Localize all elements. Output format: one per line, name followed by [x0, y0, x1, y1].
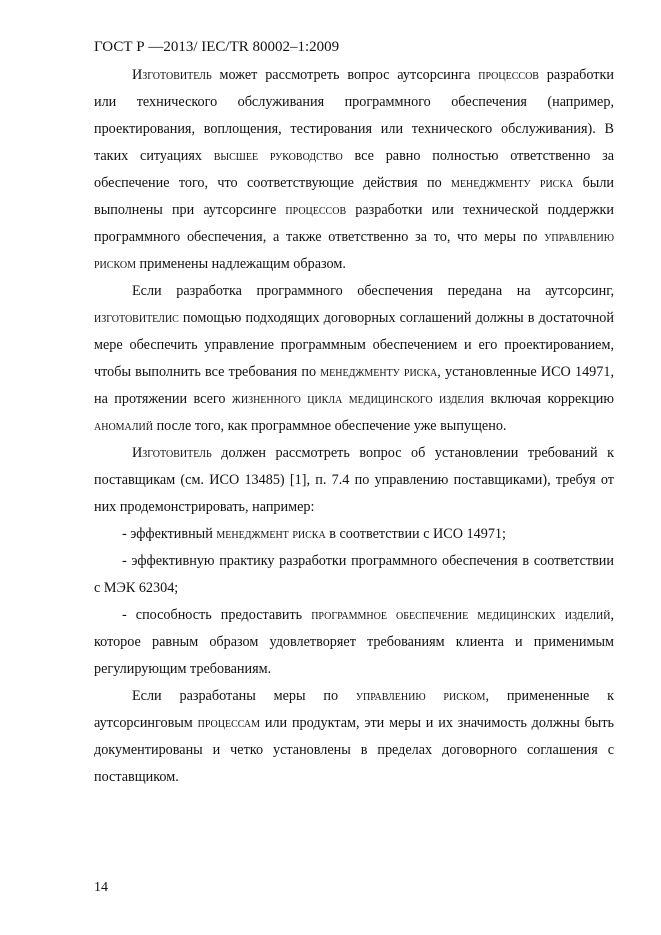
term-risk-control: управлению риском — [355, 688, 486, 704]
text: - эффективную практику разработки программного обеспечения в соответствии с МЭК 62304; — [94, 553, 614, 596]
term-manufacturer: Изготовитель — [132, 445, 212, 461]
list-item — [94, 602, 614, 683]
text: разработки или технического обслуживания программного обеспечения (например, проектирования, воплощения, тестирования или технического обслуживания). В таких ситуациях — [94, 67, 614, 164]
text: может рассмотреть вопрос аутсорсинга — [211, 67, 479, 83]
term-anomalies: аномалий — [94, 418, 154, 434]
text: после того, как программное обеспечение уже выпущено. — [153, 418, 507, 434]
term-risk-management: менеджменту риска — [451, 175, 574, 191]
term-processes: процессов — [285, 202, 347, 218]
term-processes: процессам — [197, 715, 261, 731]
text: - способность предоставить — [122, 607, 312, 623]
text: Если разработаны меры по — [132, 688, 356, 704]
text: в соответствии с ИСО 14971; — [325, 526, 506, 542]
text: , примененные к аутсорсинговым — [94, 688, 615, 731]
document-header: ГОСТ Р —2013/ IEC/TR 80002–1:2009 — [94, 39, 340, 55]
text: , которое равным образом удовлетворяет требованиям клиента и применимым регулирующим требованиям. — [94, 607, 614, 677]
text: помощью подходящих договорных соглашений должны в достаточной мере обеспечить управление программным обеспечением и его проектированием, чтобы выполнить все требования по — [94, 310, 614, 380]
term-risk-management: менеджмент риска — [216, 526, 326, 542]
list-item — [94, 521, 614, 548]
term-processes: процессов — [478, 67, 539, 83]
paragraph-supplier-requirements — [94, 440, 614, 521]
paragraph-outsourcing — [94, 62, 614, 278]
text: разработки или технической поддержки программного обеспечения, а также ответственно за то, что меры по — [94, 202, 615, 245]
term-risk-control: управлению риском — [94, 229, 614, 272]
term-top-management: высшее руководство — [213, 148, 343, 164]
text: Если разработка программного обеспечения передана на аутсорсинг, — [132, 283, 614, 299]
paragraph-outsourced-development — [94, 278, 614, 440]
text: включая коррекцию — [484, 391, 614, 407]
text: - эффективный — [122, 526, 217, 542]
term-manufacturer: Изготовитель — [132, 67, 212, 83]
page-number: 14 — [94, 880, 108, 895]
text: были выполнены при аутсорсинге — [94, 175, 614, 218]
text: должен рассмотреть вопрос об установлении требований к поставщикам (см. ИСО 13485) [1], п. 7.4 по управлению поставщиками), требуя от них продемонстрировать, например: — [94, 445, 614, 515]
text: все равно полностью ответственно за обеспечение того, что соответствующие действия по — [94, 148, 614, 191]
term-manufacturers: изготовителис — [94, 310, 179, 326]
term-life-cycle: жизненного цикла медицинского изделия — [231, 391, 485, 407]
term-medical-device-software: программное обеспечение медицинских изделий — [311, 607, 611, 623]
paragraph-risk-control-documentation — [94, 683, 614, 791]
document-body — [94, 62, 614, 791]
term-risk-management: менеджменту риска — [320, 364, 438, 380]
text: , установленные ИСО 14971, на протяжении всего — [94, 364, 614, 407]
text: или продуктам, эти меры и их значимость должны быть документированы и четко установлены в пределах договорного соглашения с поставщиком. — [94, 715, 614, 785]
text: применены надлежащим образом. — [136, 256, 346, 272]
list-item — [94, 548, 614, 602]
